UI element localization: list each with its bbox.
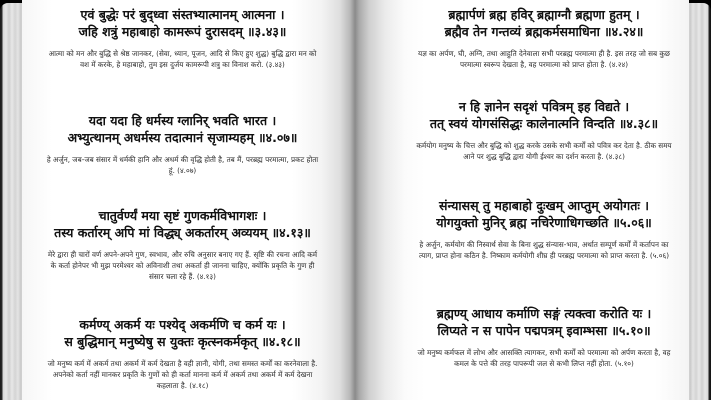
verse-block <box>22 207 355 282</box>
verse-meaning: हे अर्जुन, कर्मयोग की निस्वार्थ सेवा के बिना शुद्ध संन्यास-भाव, अर्थात सम्पूर्ण कर्मों में कर्तापन का त्याग, प्राप्त होना कठिन है. निष्काम कर्मयोगी शीघ्र ही परब्रह्म परमात्मा को प्राप्त करता है. (५.०६) <box>418 240 670 260</box>
shloka-line-2: लिप्यते न स पापेन पद्मपत्रम् इवाम्भसा ॥५.१०॥ <box>437 323 651 338</box>
verse-block <box>22 6 355 70</box>
verse-block <box>355 6 689 70</box>
verse-meaning: आत्मा को मन और बुद्धि से श्रेष्ठ जानकर, (सेवा, ध्यान, पूजन, आदि से किए हुए शुद्ध) बुद्धि द्वारा मन को वश में करके, हे महाबाहो, तुम इस दुर्जय कामरूपी शत्रु का विनाश करो. (३.४३) <box>48 49 317 69</box>
shloka-line-2: योगयुक्तो मुनिर् ब्रह्म नचिरेणाधिगच्छति ॥५.०६॥ <box>436 215 652 230</box>
verse-block <box>22 316 355 391</box>
right-page-edges <box>687 3 711 400</box>
verse-block <box>355 305 689 369</box>
verse-meaning: कर्मयोग मनुष्य के चित्त और बुद्धि को शुद्ध करके उसके सभी कर्मों को पवित्र कर देता है. ठीक समय आने पर शुद्ध बुद्धि द्वारा योगी ईश्वर का दर्शन करता है. (४.३८) <box>416 141 672 161</box>
verse-meaning: यज्ञ का अर्पण, घी, अग्नि, तथा आहुति देनेवाला सभी परब्रह्म परमात्मा ही है. इस तरह जो सब कुछ परमात्मा स्वरूप देखता है, वह परमात्मा को प्राप्त होता है. (४.२४) <box>418 49 670 69</box>
shloka-line-2: तत् स्वयं योगसंसिद्धः कालेनात्मनि विन्दति ॥४.३८॥ <box>429 116 659 131</box>
shloka-line-2: अभ्युत्थानम् अधर्मस्य तदात्मानं सृजाम्यहम् ॥४.०७॥ <box>67 130 298 145</box>
left-page[interactable] <box>22 0 355 400</box>
shloka-line-1: न हि ज्ञानेन सदृशं पवित्रम् इह विद्यते । <box>458 99 630 114</box>
shloka-line-1: एवं बुद्धेः परं बुद्ध्वा संस्तभ्यात्मानम् आत्मना । <box>80 7 285 22</box>
shloka-line-1: संन्यासस् तु महाबाहो दुःखम् आप्तुम् अयोगतः । <box>439 198 649 213</box>
verse-meaning: हे अर्जुन, जब-जब संसार में धर्मकी हानि और अधर्म की वृद्धि होती है, तब मैं, परब्रह्म परमात्मा, प्रकट होता हूं. (४.०७) <box>46 155 319 175</box>
left-page-edges <box>0 3 24 400</box>
verse-meaning: मेरे द्वारा ही चारों वर्ण अपने-अपने गुण, स्वभाव, और रुचि अनुसार बनाए गए हैं. सृष्टि की रचना आदि कर्म के कर्ता होनेपर भी मुझ परमेश्वर को अविनाशी तथा अकर्ता ही जानना चाहिए, क्योंकि प्रकृति के गुण ही संसार चला रहे हैं. (४.१३) <box>47 250 318 281</box>
shloka-line-1: कर्मण्य् अकर्म यः पश्येद् अकर्मणि च कर्म यः । <box>79 317 286 332</box>
shloka-line-1: ब्रह्मार्पणं ब्रह्म हविर् ब्रह्माग्नौ ब्रह्मणा हुतम् । <box>448 7 640 22</box>
verse-meaning: जो मनुष्य कर्म में अकर्म तथा अकर्म में कर्म देखता है वही ज्ञानी, योगी, तथा समस्त कर्मों का करनेवाला है. अपनेको कर्ता नहीं मानकर प्रकृति के गुणों को ही कर्ता मानना कर्म में अकर्म तथा अकर्म में कर्म देखना कहलाता है. (४.१८) <box>47 359 318 390</box>
verse-block <box>355 197 689 261</box>
shloka-line-2: जहि शत्रुं महाबाहो कामरूपं दुरासदम् ॥३.४३॥ <box>78 24 287 39</box>
shloka-line-1: यदा यदा हि धर्मस्य ग्लानिर् भवति भारत । <box>88 113 277 128</box>
verse-block <box>355 98 689 162</box>
shloka-line-1: ब्रह्मण्य् आधाय कर्माणि सङ्गं त्यक्त्वा करोति यः । <box>436 306 652 321</box>
shloka-line-2: स बुद्धिमान् मनुष्येषु स युक्तः कृत्स्नकर्मकृत् ॥४.१८॥ <box>64 334 301 349</box>
verse-meaning: जो मनुष्य कर्मफल में लोभ और आसक्ति त्यागकर, सभी कर्मों को परमात्मा को अर्पण करता है, वह कमल के पत्ते की तरह पापरूपी जल से कभी लिप्त नहीं होता. (५.१०) <box>417 348 671 368</box>
shloka-line-2: ब्रह्मैव तेन गन्तव्यं ब्रह्मकर्मसमाधिना ॥४.२४॥ <box>444 24 644 39</box>
shloka-line-2: तस्य कर्तारम् अपि मां विद्ध्य् अकर्तारम् अव्ययम् ॥४.१३॥ <box>54 225 311 240</box>
shloka-line-1: चातुर्वर्ण्यं मया सृष्टं गुणकर्मविभागशः । <box>98 208 267 223</box>
verse-block <box>22 112 355 176</box>
right-page[interactable] <box>355 0 689 400</box>
